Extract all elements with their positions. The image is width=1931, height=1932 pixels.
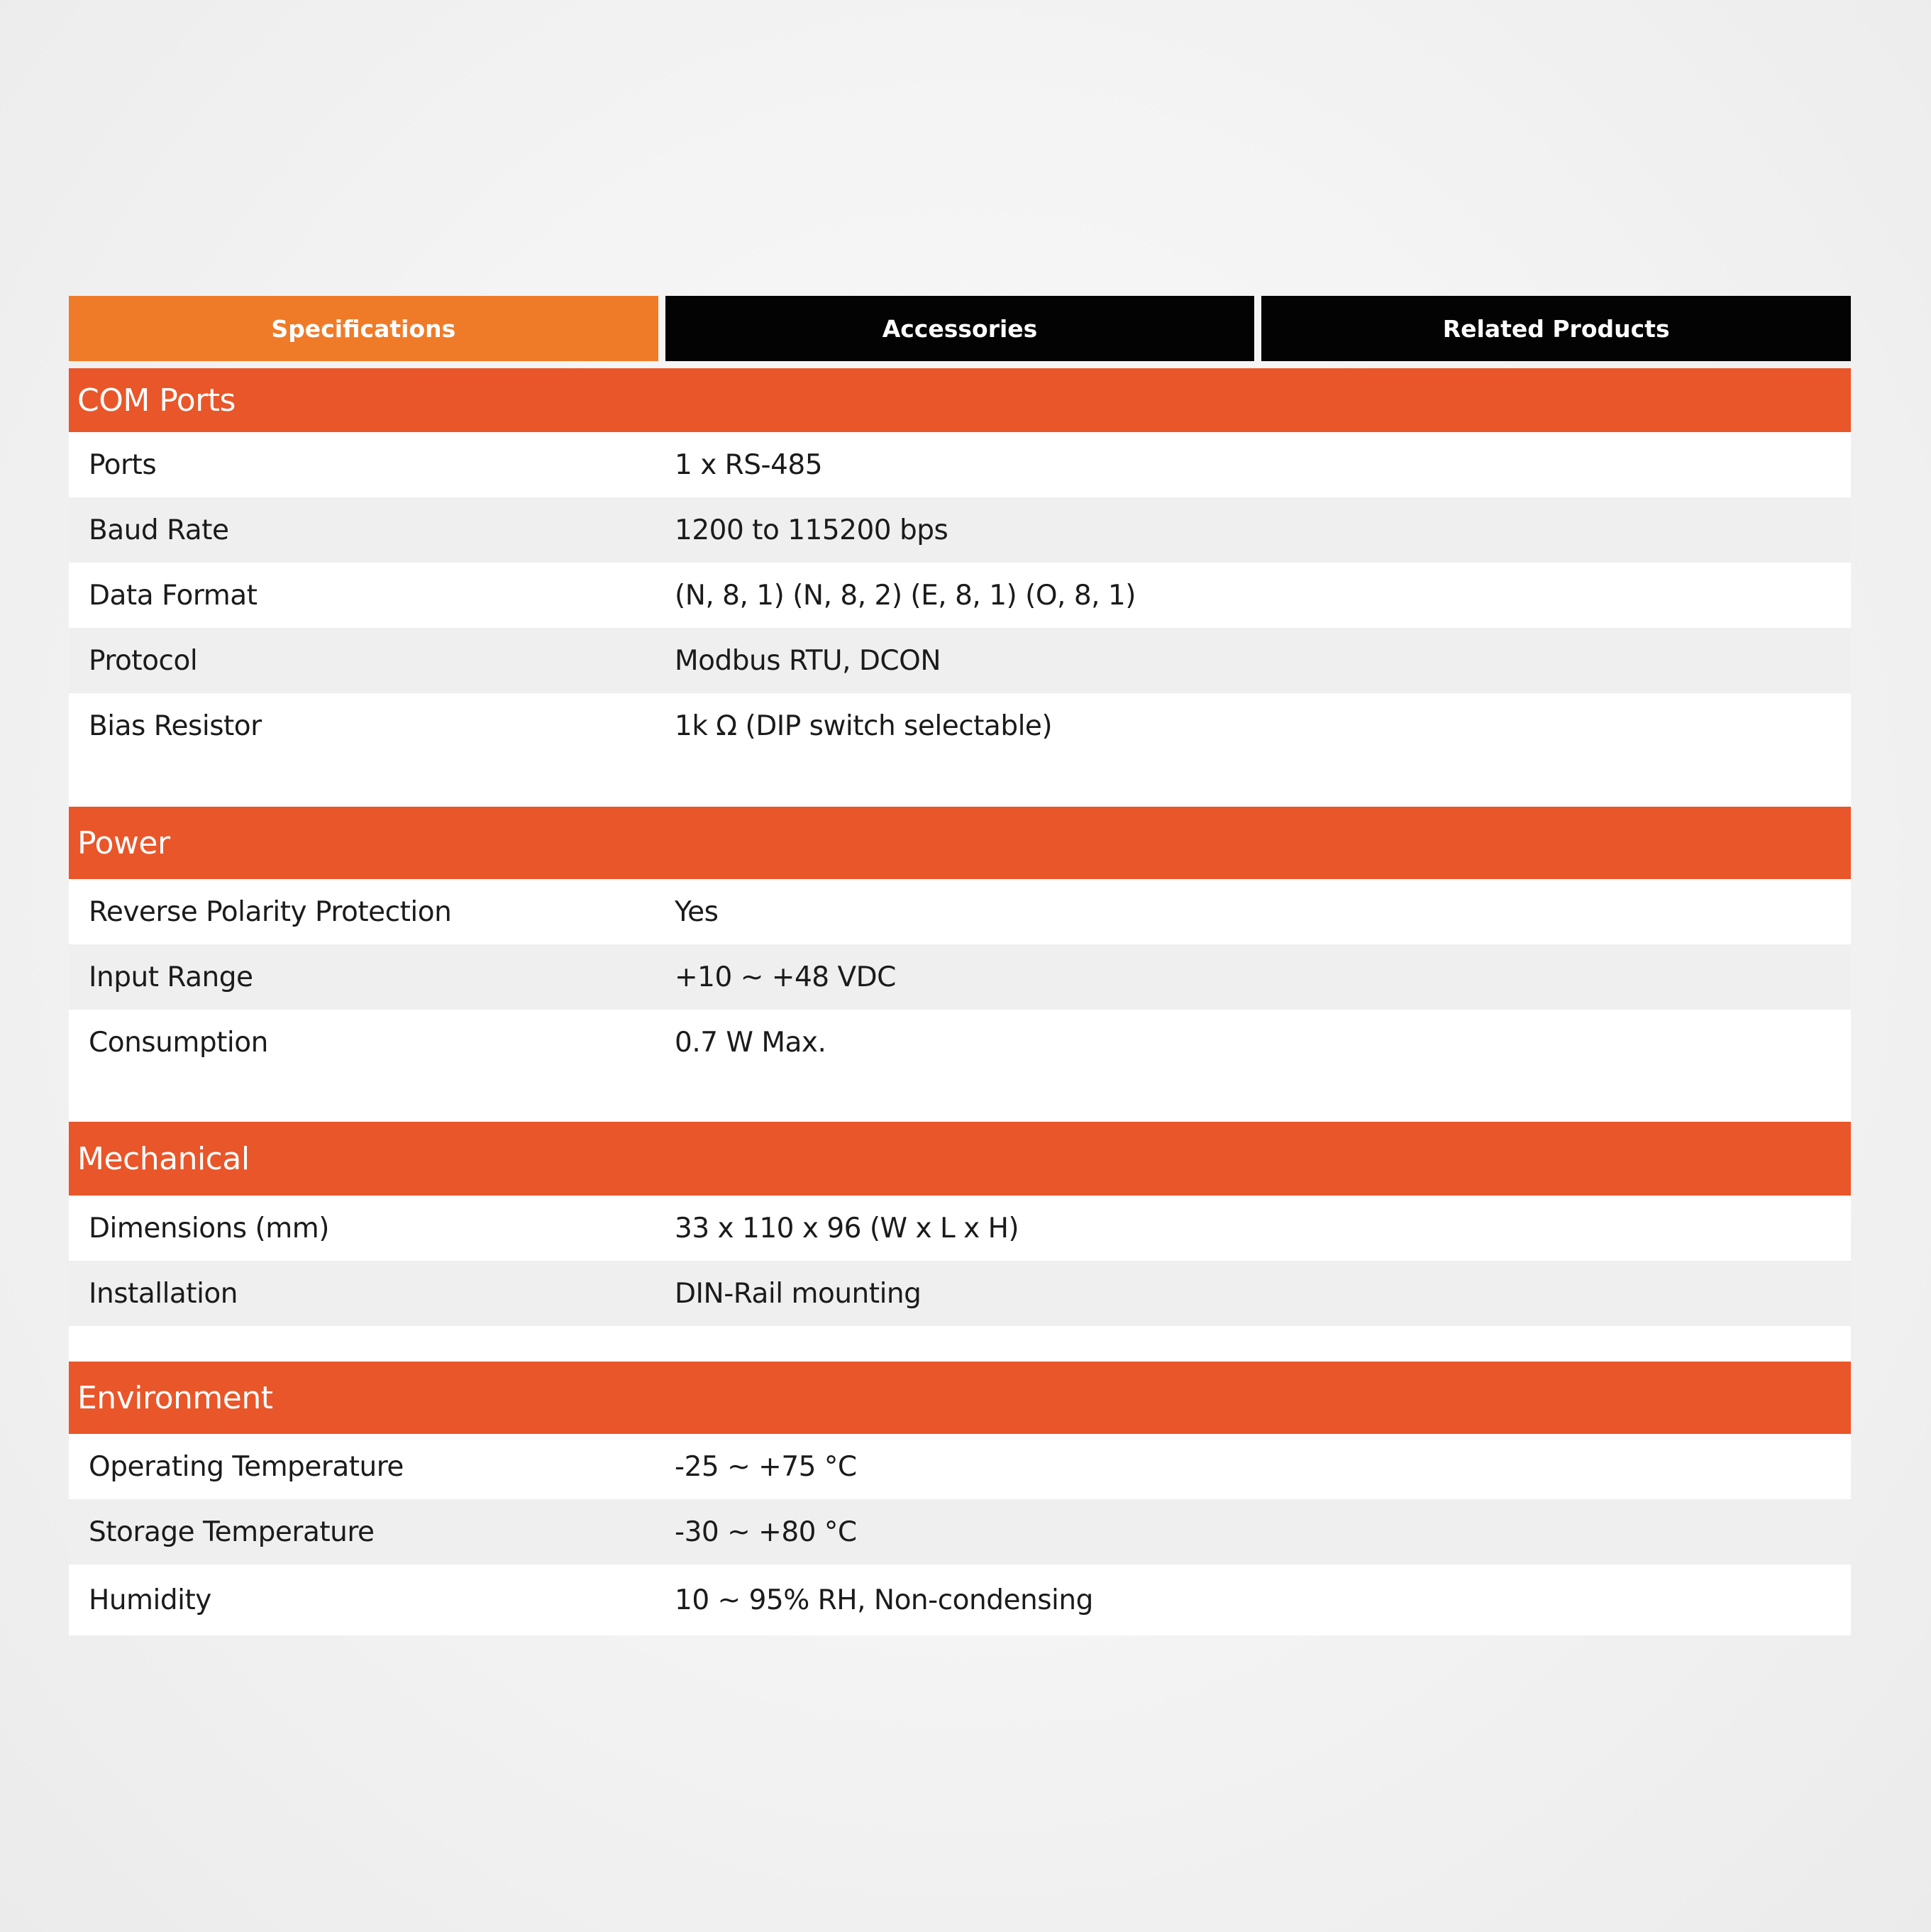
table-row — [69, 432, 1851, 497]
spec-label: Storage Temperature — [89, 1516, 375, 1548]
spec-label: Reverse Polarity Protection — [89, 895, 452, 928]
table-row — [69, 1010, 1851, 1075]
section-body — [69, 1434, 1851, 1635]
tab-bar — [69, 296, 1851, 361]
spec-value: Modbus RTU, DCON — [675, 644, 941, 677]
section-power — [69, 807, 1851, 1122]
spec-label: Protocol — [89, 644, 198, 677]
section-title: Power — [69, 807, 1851, 879]
section-title: Mechanical — [69, 1122, 1851, 1196]
spec-label: Baud Rate — [89, 514, 229, 546]
section-title: COM Ports — [69, 368, 1851, 432]
table-row — [69, 693, 1851, 758]
table-row — [69, 1499, 1851, 1564]
spec-label: Operating Temperature — [89, 1450, 404, 1483]
section-environment — [69, 1362, 1851, 1635]
spec-label: Data Format — [89, 579, 258, 612]
table-row — [69, 944, 1851, 1010]
spec-value: (N, 8, 1) (N, 8, 2) (E, 8, 1) (O, 8, 1) — [675, 579, 1136, 612]
spec-label: Consumption — [89, 1026, 268, 1059]
spec-value: 1k Ω (DIP switch selectable) — [675, 710, 1053, 742]
table-row — [69, 1196, 1851, 1261]
spec-value: 1 x RS-485 — [675, 448, 823, 481]
section-spacer — [69, 1075, 1851, 1122]
spec-value: Yes — [675, 895, 719, 928]
section-body — [69, 432, 1851, 758]
spec-value: +10 ~ +48 VDC — [675, 961, 896, 993]
table-row — [69, 879, 1851, 944]
spec-value: -30 ~ +80 °C — [675, 1516, 857, 1548]
spec-value: 10 ~ 95% RH, Non-condensing — [675, 1584, 1093, 1616]
spec-label: Input Range — [89, 961, 253, 993]
section-body — [69, 1196, 1851, 1326]
section-spacer — [69, 1326, 1851, 1362]
spec-value: 1200 to 115200 bps — [675, 514, 948, 546]
spec-label: Bias Resistor — [89, 710, 262, 742]
section-mechanical — [69, 1122, 1851, 1362]
spec-label: Installation — [89, 1277, 238, 1310]
section-title: Environment — [69, 1362, 1851, 1434]
table-row — [69, 1261, 1851, 1326]
section-com-ports — [69, 368, 1851, 807]
spec-label: Humidity — [89, 1584, 211, 1616]
table-row — [69, 628, 1851, 693]
spec-value: 0.7 W Max. — [675, 1026, 826, 1059]
spec-panel — [69, 296, 1851, 1635]
spec-label: Dimensions (mm) — [89, 1212, 329, 1244]
tab-related-products[interactable]: Related Products — [1261, 296, 1851, 361]
section-spacer — [69, 758, 1851, 807]
table-row — [69, 1564, 1851, 1635]
tab-accessories[interactable]: Accessories — [665, 296, 1255, 361]
table-row — [69, 497, 1851, 563]
table-row — [69, 1434, 1851, 1499]
spec-value: -25 ~ +75 °C — [675, 1450, 857, 1483]
table-row — [69, 563, 1851, 628]
spec-value: DIN-Rail mounting — [675, 1277, 922, 1310]
tab-specifications[interactable]: Specifications — [69, 296, 658, 361]
section-body — [69, 879, 1851, 1075]
spec-label: Ports — [89, 448, 157, 481]
spec-value: 33 x 110 x 96 (W x L x H) — [675, 1212, 1019, 1244]
